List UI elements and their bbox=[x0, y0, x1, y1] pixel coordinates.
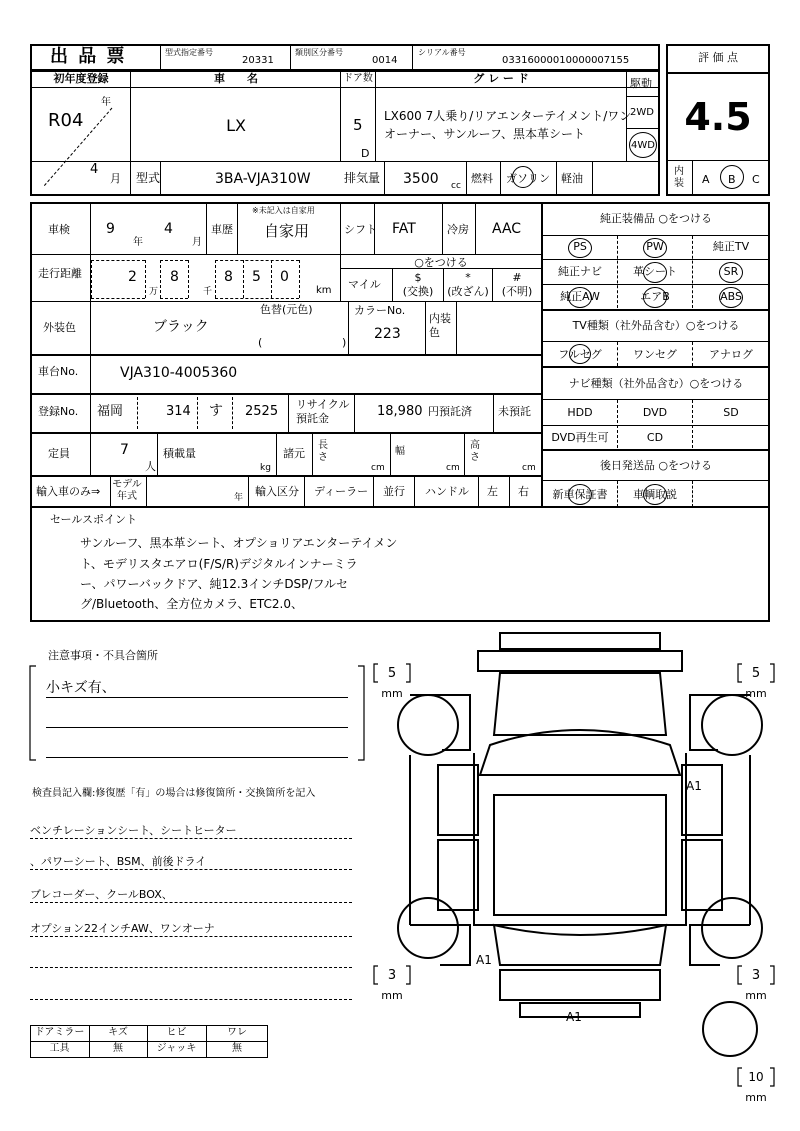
equip-leather-circle bbox=[643, 262, 667, 283]
interior-label: 内装 bbox=[674, 166, 684, 189]
cc-unit: cc bbox=[451, 181, 461, 191]
form-title: 出 品 票 bbox=[50, 46, 127, 67]
navi-title: ナビ種類（社外品含む）○をつける bbox=[568, 377, 744, 390]
exterior-value: ブラック bbox=[153, 319, 209, 335]
load-label: 積載量 bbox=[163, 447, 196, 460]
inspection-year: 9 bbox=[106, 221, 115, 237]
handle-left: 左 bbox=[487, 485, 498, 498]
inspector-line-4: オプション22インチAW、ワンオーナ bbox=[30, 922, 215, 935]
notes-bracket-left bbox=[28, 664, 38, 764]
import-label: 輸入車のみ⇒ bbox=[36, 485, 101, 498]
chassis-value: VJA310-4005360 bbox=[120, 365, 238, 381]
recycle-paid: 円預託済 bbox=[428, 405, 472, 418]
fuel-diesel: 軽油 bbox=[561, 172, 583, 185]
tv-oneseg: ワンセグ bbox=[633, 348, 677, 361]
plate-kana: す bbox=[209, 403, 223, 419]
color-orig-label: 色替(元色) bbox=[260, 303, 313, 316]
equip-ps-circle bbox=[568, 238, 592, 258]
color-no-label: カラーNo. bbox=[354, 304, 406, 317]
width-unit: cm bbox=[446, 463, 460, 473]
length-unit: cm bbox=[371, 463, 385, 473]
tread-fr-unit: mm bbox=[745, 687, 767, 700]
tools-header-break: ワレ bbox=[227, 1027, 247, 1038]
plate-region: 福岡 bbox=[97, 404, 124, 419]
later-warranty: 新車保証書 bbox=[552, 488, 608, 501]
inspector-line-3: ブレコーダー、クールBOX、 bbox=[30, 888, 173, 901]
first-reg-label: 初年度登録 bbox=[53, 72, 109, 85]
recycle-label: リサイクル預託金 bbox=[296, 398, 350, 425]
recycle-unpaid: 未預託 bbox=[498, 405, 531, 418]
exchange-option: (交換) bbox=[402, 285, 434, 298]
inspector-line-2: 、パワーシート、BSM、前後ドライ bbox=[30, 855, 207, 868]
tv-title: TV種類（社外品含む）○をつける bbox=[572, 319, 740, 332]
handle-right: 右 bbox=[518, 485, 529, 498]
navi-hdd: HDD bbox=[567, 406, 593, 419]
inspection-year-unit: 年 bbox=[133, 237, 143, 248]
notes-line-1: 小キズ有、 bbox=[46, 680, 116, 696]
inspection-month: 4 bbox=[164, 221, 173, 237]
equip-aw: 純正AW bbox=[560, 290, 600, 303]
history-value: 自家用 bbox=[264, 222, 310, 240]
fuel-gasoline-circle bbox=[512, 166, 534, 188]
drive-label: 駆動 bbox=[630, 77, 652, 90]
later-manual: 車輌取説 bbox=[633, 488, 677, 501]
later-manual-circle bbox=[643, 484, 667, 505]
handle-label: ハンドル bbox=[425, 485, 469, 498]
equip-aw-circle bbox=[568, 287, 592, 308]
equip-leather: 革シート bbox=[633, 265, 677, 278]
class-label: 類別区分番号 bbox=[295, 48, 343, 57]
tools-header-scratch: キズ bbox=[108, 1027, 128, 1038]
mileage-label: 走行距離 bbox=[38, 267, 82, 280]
tools-value-1: 無 bbox=[113, 1043, 123, 1054]
paren-close: ) bbox=[342, 336, 347, 349]
interior-c: C bbox=[752, 173, 760, 186]
grade-line2: オーナー、サンルーフ、黒本革シート bbox=[384, 127, 586, 141]
displacement-label: 排気量 bbox=[344, 171, 381, 185]
notes-bracket-right bbox=[356, 664, 366, 764]
mileage-digit-1: 2 bbox=[128, 269, 137, 285]
plate-label: 登録No. bbox=[38, 405, 79, 418]
tread-rr: 3 bbox=[751, 968, 761, 983]
shift-value: FAT bbox=[392, 221, 416, 237]
navi-dvd-play: DVD再生可 bbox=[551, 431, 609, 444]
tv-fullseg-circle bbox=[569, 344, 591, 364]
score-value: 4.5 bbox=[684, 95, 752, 139]
tools-value-jack: ジャッキ bbox=[156, 1043, 197, 1054]
tools-value-2: 無 bbox=[232, 1043, 242, 1054]
exterior-label: 外装色 bbox=[43, 321, 76, 334]
first-reg-era: R04 bbox=[48, 110, 84, 131]
equip-ps: PS bbox=[573, 240, 587, 253]
equip-airbag: エアB bbox=[640, 290, 670, 303]
capacity-label: 定員 bbox=[48, 447, 70, 460]
equipment-title: 純正装備品 ○をつける bbox=[599, 212, 713, 225]
navi-cd: CD bbox=[646, 431, 664, 444]
interior-b: B bbox=[728, 173, 736, 186]
sales-line-1: サンルーフ、黒本革シート、オプショリアエンターテイメン bbox=[80, 536, 398, 550]
damage-mark-right-door: A1 bbox=[686, 779, 702, 793]
mileage-man-unit: 万 bbox=[149, 287, 159, 297]
km-unit: km bbox=[316, 285, 332, 296]
width-label: 幅 bbox=[395, 446, 405, 457]
mileage-digit-3: 8 bbox=[224, 269, 233, 285]
equip-abs: ABS bbox=[720, 290, 742, 303]
doors-label: ドア数 bbox=[343, 73, 373, 84]
ac-value: AAC bbox=[492, 221, 522, 237]
sales-line-2: ト、モデリスタエアロ(F/S/R)デジタルインナーミラ bbox=[80, 557, 358, 571]
equip-pw: PW bbox=[646, 240, 664, 253]
interior-b-circle bbox=[720, 165, 744, 189]
load-unit: kg bbox=[260, 463, 271, 473]
color-no-value: 223 bbox=[374, 326, 401, 342]
notes-label: 注意事項・不具合箇所 bbox=[48, 649, 158, 662]
score-label: 評 価 点 bbox=[698, 51, 738, 64]
equip-navi: 純正ナビ bbox=[558, 265, 602, 278]
import-dealer: ディーラー bbox=[314, 485, 369, 498]
recycle-value: 18,980 bbox=[377, 404, 423, 419]
capacity-value: 7 bbox=[120, 442, 129, 458]
model-code: 20331 bbox=[242, 55, 274, 66]
capacity-unit: 人 bbox=[145, 460, 156, 473]
mileage-digit-4: 5 bbox=[252, 269, 261, 285]
length-label: 長さ bbox=[318, 440, 328, 463]
equip-sr: SR bbox=[723, 265, 739, 278]
slash-line bbox=[40, 97, 120, 190]
tamper-symbol: * bbox=[465, 271, 471, 284]
plate-class: 314 bbox=[166, 404, 191, 419]
tread-fl: 5 bbox=[387, 666, 397, 681]
inspection-month-unit: 月 bbox=[192, 237, 202, 248]
history-label: 車歴 bbox=[211, 223, 233, 236]
class-no: 0014 bbox=[372, 55, 398, 66]
name-label: 車 名 bbox=[214, 72, 258, 85]
inspector-line-1: ベンチレーションシート、シートヒーター bbox=[30, 824, 237, 837]
tamper-option: (改ざん) bbox=[447, 285, 489, 298]
navi-sd: SD bbox=[723, 406, 739, 419]
mileage-circle-note: ○をつける bbox=[414, 256, 468, 269]
mileage-digit-5: 0 bbox=[280, 269, 289, 285]
tread-spare: 10 bbox=[748, 1070, 764, 1084]
drive-4wd: 4WD bbox=[631, 140, 655, 151]
model-year-label: モデル年式 bbox=[112, 479, 142, 502]
tread-spare-unit: mm bbox=[745, 1091, 767, 1104]
car-diagram bbox=[370, 625, 790, 1125]
model-year-unit: 年 bbox=[234, 493, 244, 503]
model-code-label: 型式指定番号 bbox=[165, 48, 213, 57]
tread-rr-unit: mm bbox=[745, 989, 767, 1002]
first-reg-month-unit: 月 bbox=[110, 172, 121, 185]
equip-pw-circle bbox=[643, 238, 667, 258]
fuel-gasoline: ガソリン bbox=[506, 172, 550, 185]
damage-mark-rear-left: A1 bbox=[476, 953, 492, 967]
navi-dvd: DVD bbox=[642, 406, 668, 419]
shift-label: シフト bbox=[344, 223, 377, 236]
serial-label: シリアル番号 bbox=[418, 48, 466, 57]
displacement-value: 3500 bbox=[403, 171, 439, 187]
grade-label: グ レ ー ド bbox=[473, 72, 529, 85]
paren-open: ( bbox=[258, 336, 263, 349]
mile-option: マイル bbox=[348, 278, 381, 291]
sales-label: セールスポイント bbox=[50, 513, 138, 526]
exchange-symbol: $ bbox=[414, 271, 422, 284]
vehicle-name: LX bbox=[226, 116, 246, 135]
tools-value-tool: 工具 bbox=[49, 1043, 70, 1054]
interior-a: A bbox=[702, 173, 710, 186]
import-type-label: 輸入区分 bbox=[255, 485, 299, 498]
doors-type: D bbox=[361, 147, 370, 160]
equip-abs-circle bbox=[719, 287, 743, 308]
height-label: 高さ bbox=[470, 440, 480, 463]
inspector-label: 検査員記入欄:修復歴「有」の場合は修復箇所・交換箇所を記入 bbox=[32, 788, 316, 799]
damage-mark-rear-bumper: A1 bbox=[566, 1010, 582, 1024]
ac-label: 冷房 bbox=[447, 223, 469, 236]
fuel-label: 燃料 bbox=[471, 172, 493, 185]
history-note: ※未記入は自家用 bbox=[252, 206, 315, 215]
later-title: 後日発送品 ○をつける bbox=[599, 459, 713, 472]
height-unit: cm bbox=[522, 463, 536, 473]
import-parallel: 並行 bbox=[383, 485, 405, 498]
later-warranty-circle bbox=[568, 484, 592, 505]
grade-line1: LX600 7人乗り/リアエンターテイメント/ワン bbox=[384, 109, 632, 123]
doors-value: 5 bbox=[353, 116, 363, 134]
mileage-digit-2: 8 bbox=[170, 269, 179, 285]
tread-rl: 3 bbox=[387, 968, 397, 983]
equip-tv: 純正TV bbox=[712, 240, 750, 253]
plate-number: 2525 bbox=[245, 404, 279, 419]
sales-line-3: ー、パワーバックドア、純12.3インチDSP/フルセ bbox=[80, 577, 348, 591]
tread-rl-unit: mm bbox=[381, 989, 403, 1002]
mileage-sen-unit: 千 bbox=[203, 287, 213, 297]
equip-sr-circle bbox=[719, 262, 743, 283]
inspection-label: 車検 bbox=[48, 223, 70, 236]
tread-fr: 5 bbox=[751, 666, 761, 681]
first-reg-month: 4 bbox=[90, 162, 99, 177]
sales-line-4: グ/Bluetooth、全方位カメラ、ETC2.0、 bbox=[80, 597, 304, 611]
model-value: 3BA-VJA310W bbox=[215, 171, 311, 187]
interior-color-label: 内装色 bbox=[429, 312, 451, 339]
chassis-label: 車台No. bbox=[38, 365, 79, 378]
drive-4wd-circle bbox=[629, 132, 657, 158]
tv-analog: アナログ bbox=[709, 348, 753, 361]
serial-no: 03316000010000007155 bbox=[502, 55, 630, 66]
dims-label: 諸元 bbox=[283, 447, 305, 460]
drive-2wd: 2WD bbox=[630, 107, 654, 118]
model-label: 型式 bbox=[136, 171, 161, 185]
equip-airbag-circle bbox=[643, 287, 667, 308]
tools-header-mirror: ドアミラー bbox=[34, 1027, 85, 1038]
unknown-symbol: # bbox=[512, 271, 522, 284]
tread-fl-unit: mm bbox=[381, 687, 403, 700]
tv-fullseg: フルセグ bbox=[558, 348, 602, 361]
first-reg-year-unit: 年 bbox=[101, 97, 111, 108]
tools-header-crack: ヒビ bbox=[166, 1027, 187, 1038]
unknown-option: (不明) bbox=[501, 285, 533, 298]
